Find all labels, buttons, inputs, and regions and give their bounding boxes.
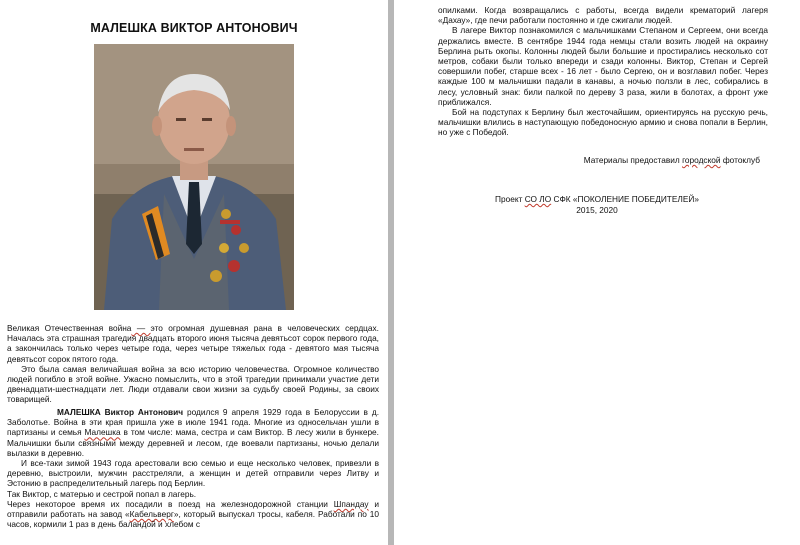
intro-war-name: Великая Отечественная война bbox=[7, 323, 132, 333]
biography-surname: Малешка bbox=[84, 427, 121, 438]
project-label: Проект bbox=[495, 194, 525, 204]
plant-name: Кабельверг bbox=[129, 509, 174, 520]
biography-paragraph-1a: родился 9 апреля 1929 года в Белоруссии в д. Заболотье. Война в эти края пришла уже в июле 1941 года. Многие из односельчан ушли в партизаны и семья bbox=[7, 407, 379, 438]
intro-dash: — bbox=[131, 323, 151, 333]
continuation-text bbox=[438, 5, 768, 138]
biography-text bbox=[7, 407, 379, 529]
materials-credit bbox=[584, 155, 760, 165]
continuation-paragraph-2: В лагере Виктор познакомился с мальчишками Степаном и Сергеем, они всегда держались вместе. В сентябре 1944 года немцы стали возить людей на окраину Берлина рыть окопы. Колонны людей были большие и простирались несколько сот метров, собаки были только впереди и сзади колонны. Виктор, Степан и Сергей совершили побег, старше всех - 16 лет - было Сергею, он и возглавил побег. Через каждые 100 м мальчишки падали в канавы, а ночью ползли в лес, собирались в лесу, условный знак: били палкой по дереву 3 раза, жили в болотах, а фронт уже приближался. bbox=[438, 25, 768, 107]
intro-paragraph-1: это огромная душевная рана в человеческих сердцах. Началась эта страшная трагедия двадцать второго июня тысяча девятьсот сорок первого года, а закончилась только через четыре года, через четыре тяжелых года - девятого мая тысяча девятьсот сорок пятого года. bbox=[7, 323, 379, 364]
biography-name: МАЛЕШКА Виктор Антонович bbox=[57, 407, 184, 417]
veteran-portrait-photo bbox=[94, 44, 294, 310]
project-org-abbr: СО ЛО bbox=[524, 194, 552, 204]
biography-paragraph-4a: Через некоторое время их посадили в поезд на железнодорожной станции bbox=[7, 498, 334, 509]
biography-paragraph-3: Так Виктор, с матерью и сестрой попал в лагерь. bbox=[7, 488, 197, 499]
page-title: МАЛЕШКА ВИКТОР АНТОНОВИЧ bbox=[90, 21, 298, 35]
project-name: СФК «ПОКОЛЕНИЕ ПОБЕДИТЕЛЕЙ» bbox=[551, 194, 699, 204]
continuation-paragraph-3: Бой на подступах к Берлину был жесточайшим, ориентируясь на русскую речь, мальчишки влились в наступающую победоносную армию и снова попали в Берлин, но уже с Победой. bbox=[438, 107, 768, 138]
credit-city-word: городской bbox=[682, 155, 721, 165]
left-page bbox=[0, 0, 388, 545]
intro-paragraph-2: Это была самая величайшая война за всю историю человечества. Огромное количество людей погибло в этой войне. Ужасно помыслить, что в этой трагедии принимали участие дети двенадцати-шестнадцати лет. Люди отдавали свои жизни за судьбу своей Родины, за своих товарищей. bbox=[7, 363, 379, 405]
project-info bbox=[394, 194, 800, 215]
continuation-paragraph-1: опилками. Когда возвращались с работы, всегда видели крематорий лагеря «Дахау», где печи работали постоянно и где сжигали людей. bbox=[438, 5, 768, 26]
biography-paragraph-2: И все-таки зимой 1943 года арестовали всю семью и еще несколько человек, привезли в деревню, выстроили, мужчин расстреляли, а женщин и детей отправили через Литву и Эстонию в распределительный лагерь под Берлин. bbox=[7, 458, 379, 489]
biography-paragraph-1b: в том числе: мама, сестра и сам Виктор. В лесу жили в бункере. Мальчишки были связными между деревней и лесом, где воевали партизаны, ночью делали вылазки в деревню. bbox=[7, 427, 379, 458]
station-name: Шпандау bbox=[333, 498, 369, 509]
credit-text: Материалы предоставил bbox=[583, 155, 683, 165]
intro-text bbox=[7, 323, 379, 405]
project-years: 2015, 2020 bbox=[576, 204, 618, 215]
biography-paragraph-4b: и отправили работать на завод « bbox=[7, 498, 379, 520]
right-page bbox=[394, 0, 800, 545]
credit-photoclub: фотоклуб bbox=[720, 155, 760, 165]
biography-paragraph-4c: », который выпускал тросы, кабеля. Работали по 10 часов, кормили 1 раз в день баландой и хлебом с bbox=[7, 509, 379, 530]
